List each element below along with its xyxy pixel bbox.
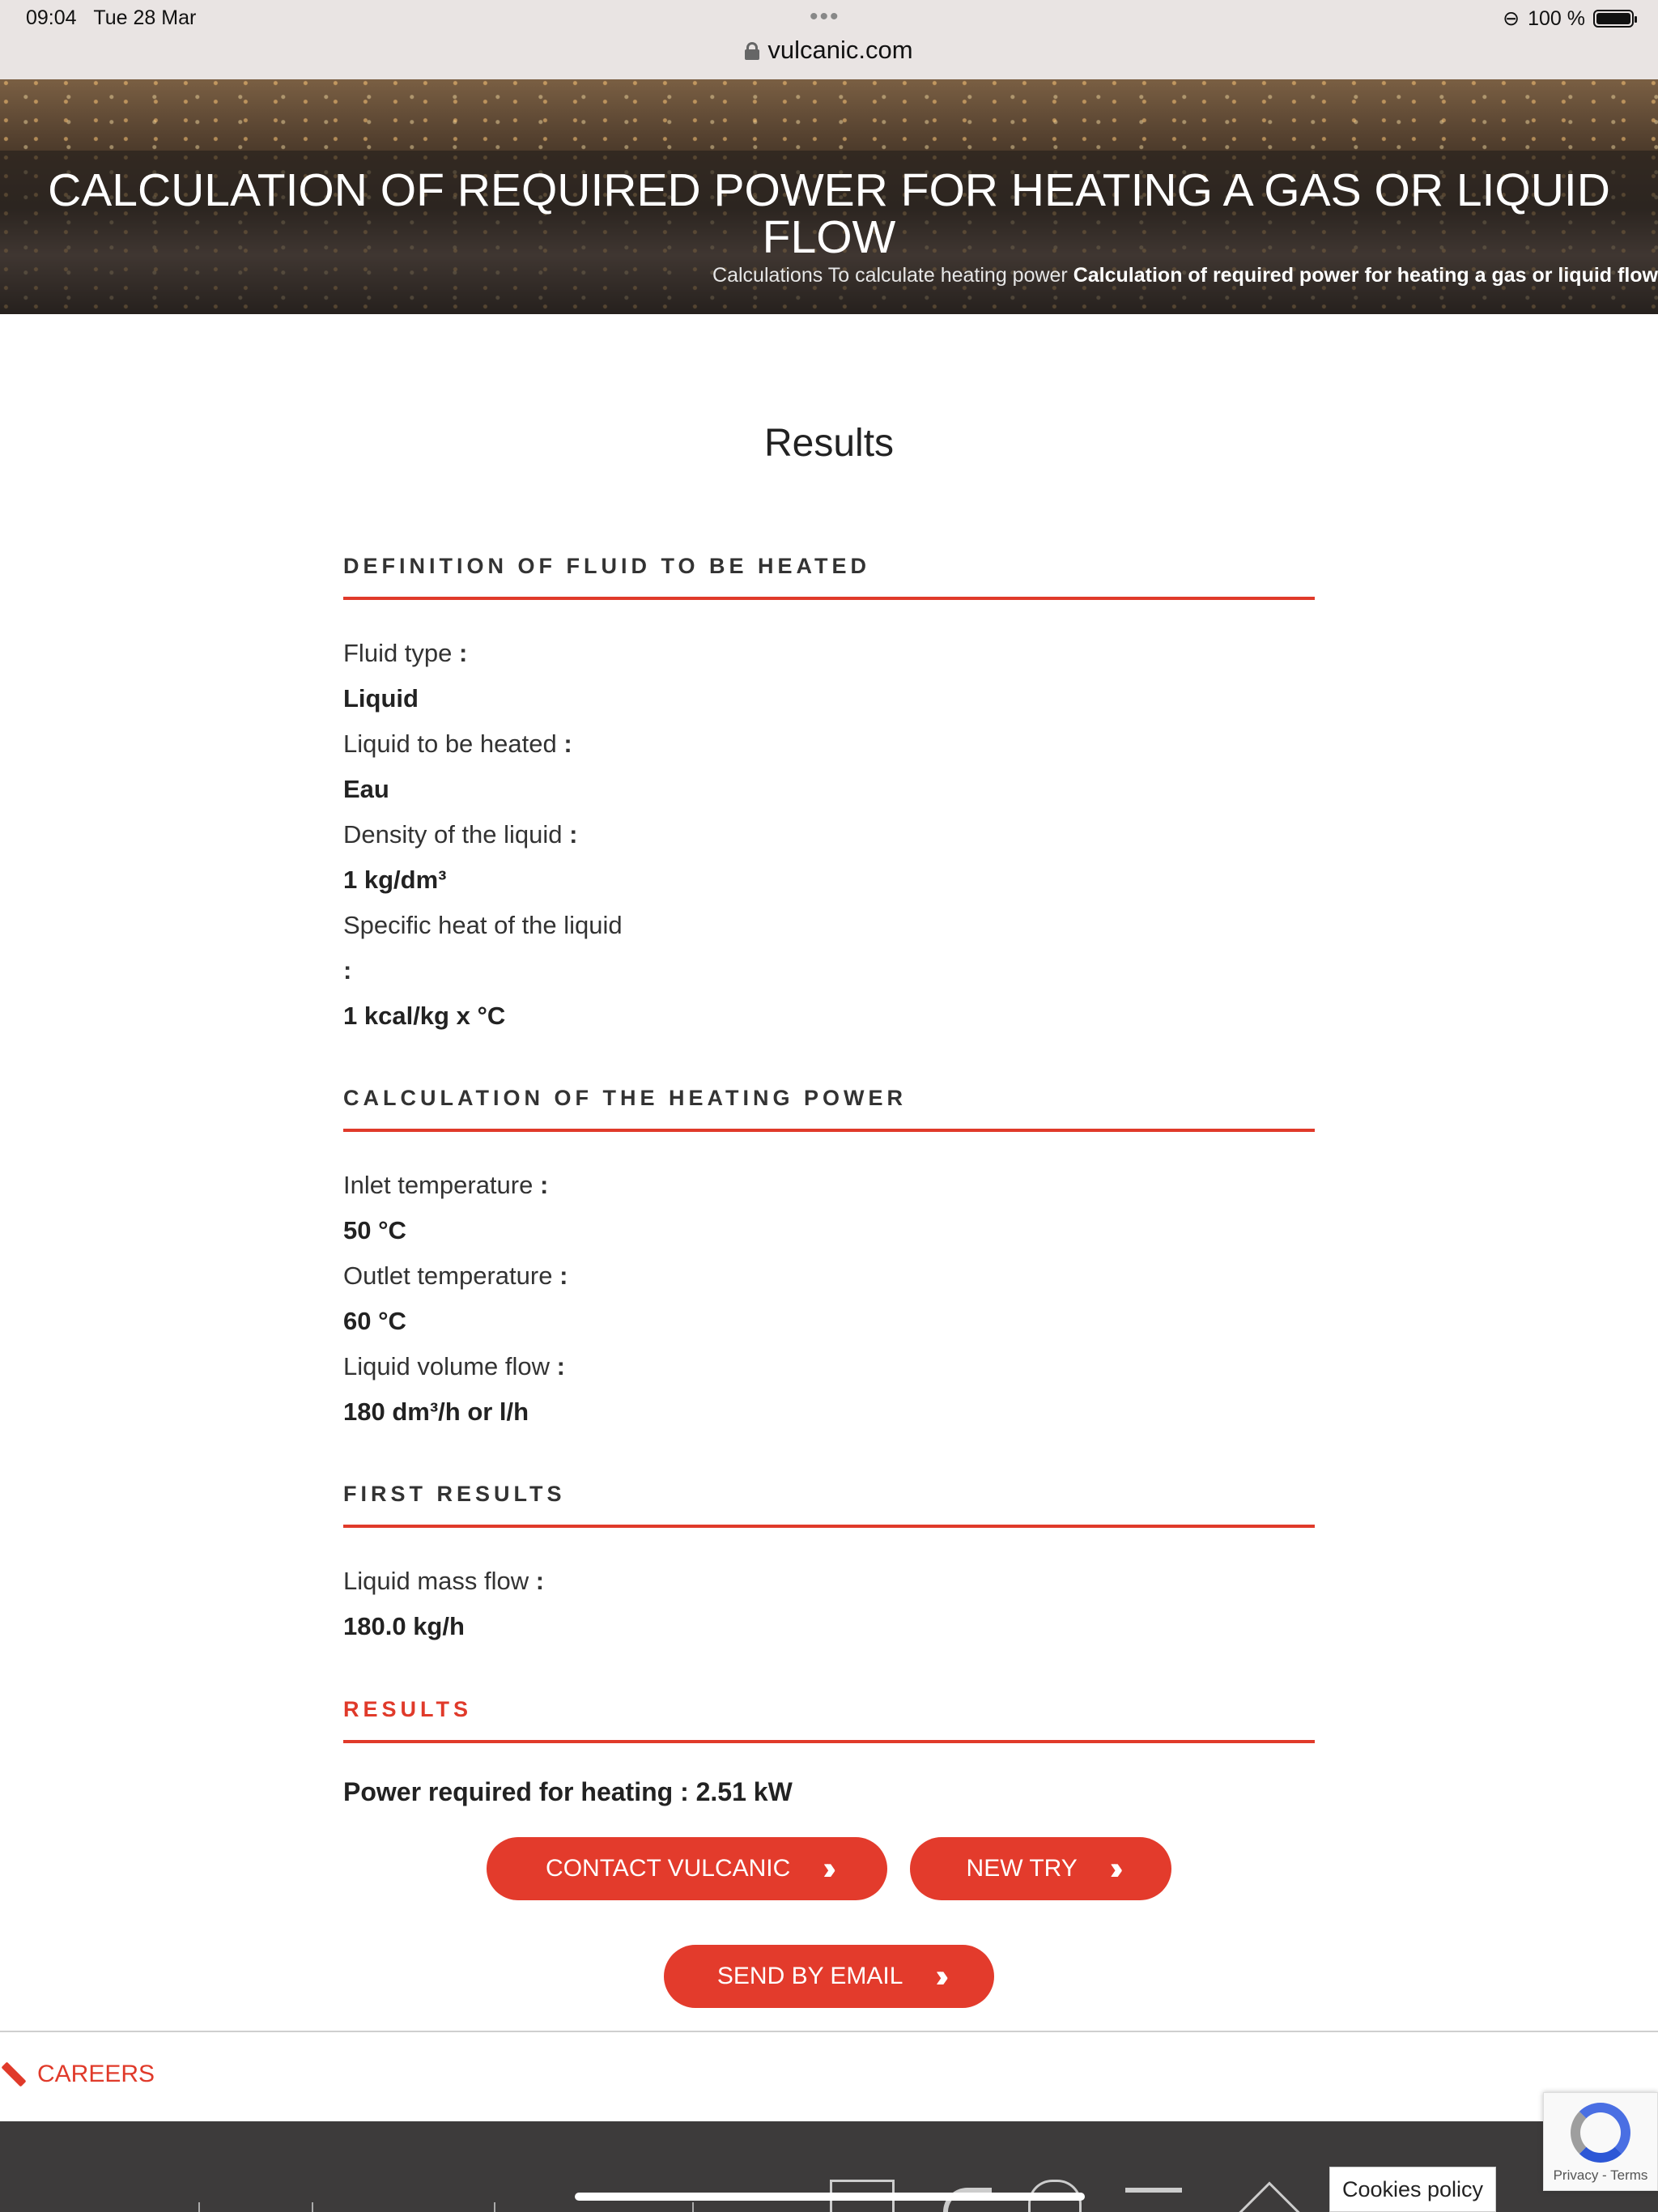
field-value: 180 dm³/h or l/h bbox=[343, 1397, 529, 1426]
address-bar[interactable] bbox=[0, 36, 1658, 65]
pencil-icon bbox=[1, 2061, 26, 2087]
new-try-button[interactable] bbox=[910, 1837, 1171, 1900]
breadcrumb-current: Calculation of required power for heating a gas or liquid flow bbox=[1073, 264, 1658, 287]
double-chevron-right-icon: ›› bbox=[1109, 1850, 1116, 1887]
power-result: Power required for heating : 2.51 kW bbox=[343, 1777, 793, 1806]
footer-separator bbox=[494, 2202, 495, 2212]
contact-vulcanic-button[interactable] bbox=[487, 1837, 887, 1900]
field-label: Liquid to be heated : bbox=[343, 730, 572, 758]
status-time bbox=[26, 6, 196, 30]
multitasking-dots-icon[interactable]: ••• bbox=[810, 3, 840, 30]
status-indicators bbox=[1503, 6, 1634, 31]
send-by-email-button[interactable] bbox=[664, 1945, 994, 2008]
page-title: CALCULATION OF REQUIRED POWER FOR HEATING A GAS OR LIQUID FLOW bbox=[48, 164, 1610, 263]
field-label: Specific heat of the liquid bbox=[343, 911, 623, 939]
breadcrumb bbox=[712, 264, 1658, 287]
recaptcha-icon bbox=[1571, 2103, 1630, 2163]
field-list bbox=[343, 1559, 1315, 1649]
field-value: Liquid bbox=[343, 684, 419, 713]
field-value: 50 °C bbox=[343, 1216, 406, 1244]
recaptcha-badge[interactable] bbox=[1543, 2092, 1658, 2191]
clock: 09:04 bbox=[26, 6, 77, 29]
field-label: Inlet temperature : bbox=[343, 1171, 549, 1199]
hero-banner bbox=[0, 79, 1658, 314]
breadcrumb-item-heating-power[interactable]: To calculate heating power bbox=[827, 264, 1068, 287]
careers-label: CAREERS bbox=[37, 2061, 155, 2087]
button-label: CONTACT VULCANIC bbox=[546, 1855, 791, 1882]
field-label: Liquid mass flow : bbox=[343, 1567, 545, 1595]
section-first-results bbox=[343, 1482, 1315, 1649]
careers-link[interactable] bbox=[0, 2061, 155, 2088]
footer-separator bbox=[692, 2202, 694, 2212]
ex-diamond-icon bbox=[1237, 2181, 1301, 2212]
field-list bbox=[343, 631, 1315, 1039]
button-label: NEW TRY bbox=[966, 1855, 1078, 1882]
field-label: Outlet temperature : bbox=[343, 1261, 568, 1290]
section-title: RESULTS bbox=[343, 1697, 1315, 1743]
date: Tue 28 Mar bbox=[93, 6, 197, 29]
section-results bbox=[343, 1697, 1315, 1807]
footer-separator bbox=[198, 2202, 200, 2212]
field-value: Eau bbox=[343, 775, 389, 803]
status-bar bbox=[0, 0, 1658, 79]
breadcrumb-item-calculations[interactable]: Calculations bbox=[712, 264, 823, 287]
field-list bbox=[343, 1163, 1315, 1435]
section-title: CALCULATION OF THE HEATING POWER bbox=[343, 1086, 1315, 1132]
field-label: Liquid volume flow : bbox=[343, 1352, 565, 1380]
results-heading: Results bbox=[763, 422, 895, 465]
recaptcha-links[interactable]: Privacy - Terms bbox=[1553, 2167, 1648, 2183]
footer-separator bbox=[312, 2202, 313, 2212]
url-text: vulcanic.com bbox=[767, 36, 913, 64]
link-icon: ⊖ bbox=[1503, 7, 1520, 30]
cookies-policy-button[interactable]: Cookies policy bbox=[1329, 2167, 1496, 2212]
field-colon: : bbox=[343, 956, 352, 985]
field-value: 1 kg/dm³ bbox=[343, 866, 447, 894]
button-label: SEND BY EMAIL bbox=[716, 1963, 903, 1989]
eac-mark-icon bbox=[1125, 2188, 1182, 2212]
double-chevron-right-icon: ›› bbox=[823, 1850, 828, 1887]
divider bbox=[0, 2031, 1658, 2032]
home-indicator[interactable] bbox=[575, 2193, 1085, 2201]
field-value: 1 kcal/kg x °C bbox=[343, 1002, 506, 1030]
section-title: DEFINITION OF FLUID TO BE HEATED bbox=[343, 554, 1315, 600]
battery-icon bbox=[1593, 10, 1634, 28]
section-fluid-definition bbox=[343, 554, 1315, 1039]
field-value: 180.0 kg/h bbox=[343, 1612, 465, 1640]
battery-percent: 100 % bbox=[1528, 6, 1585, 30]
lock-icon bbox=[745, 42, 759, 60]
field-value: 60 °C bbox=[343, 1307, 406, 1335]
field-label: Density of the liquid : bbox=[343, 820, 578, 849]
field-label: Fluid type : bbox=[343, 639, 468, 667]
section-heating-power bbox=[343, 1086, 1315, 1435]
double-chevron-right-icon: ›› bbox=[935, 1958, 942, 1994]
section-title: FIRST RESULTS bbox=[343, 1482, 1315, 1528]
